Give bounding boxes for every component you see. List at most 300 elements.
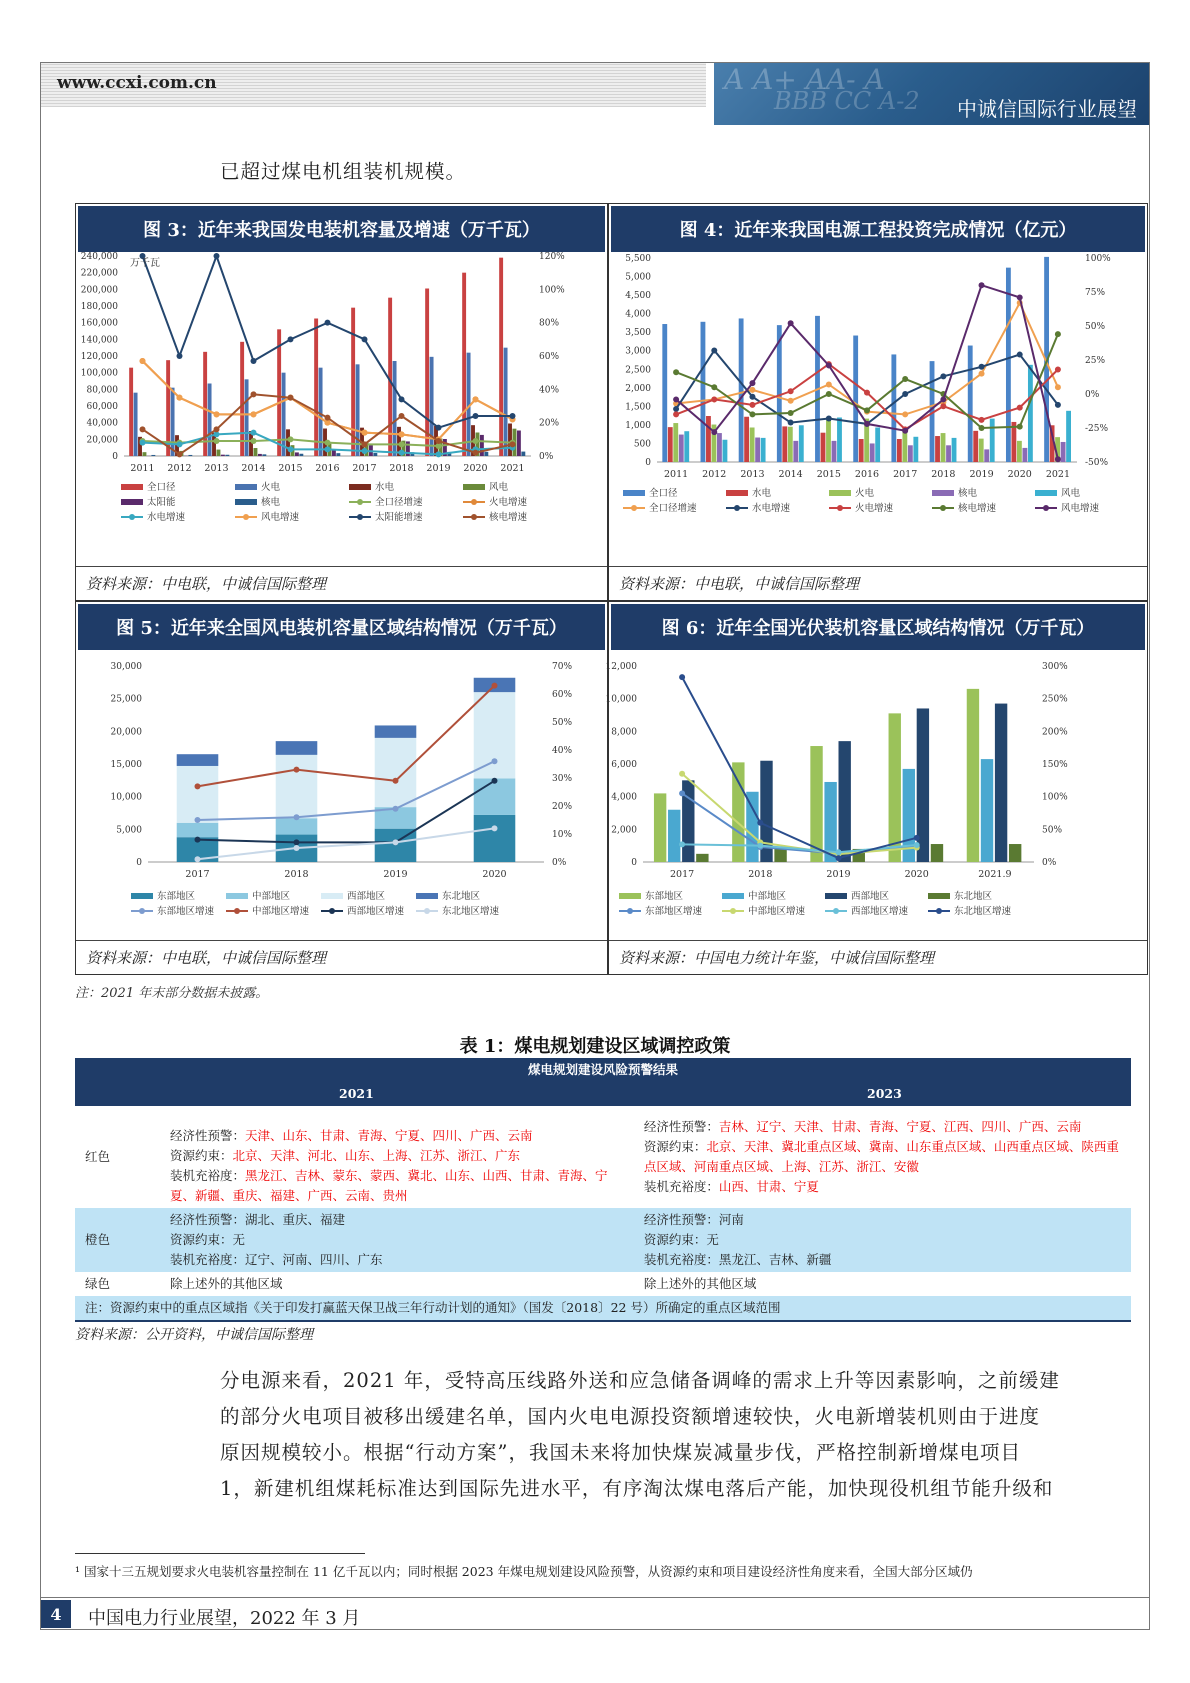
point-核电增速 <box>979 425 985 431</box>
x-tick-label: 2012 <box>702 469 727 480</box>
unit-label: 万千瓦 <box>130 258 160 269</box>
y-tick-label: 0 <box>631 858 637 868</box>
row-label: 绿色 <box>85 1276 111 1291</box>
legend-label: 核电 <box>261 497 281 508</box>
cell-value: 黑龙江、吉林、蒙东、蒙西、冀北、山东、山西、甘肃、青海、宁夏、新疆、重庆、福建、广西、云南、贵州 <box>170 1168 608 1203</box>
legend-label: 水电增速 <box>752 503 791 514</box>
legend-swatch <box>139 908 145 914</box>
point-水电增速 <box>399 450 405 456</box>
bar-风电 <box>1066 411 1071 462</box>
point-全口径增速 <box>979 371 985 377</box>
point-核电增速 <box>673 369 679 375</box>
policy-table <box>75 1058 1131 1322</box>
fig5-source: 资料来源：中电联，中诚信国际整理 <box>76 940 607 974</box>
legend-label: 火电 <box>855 488 875 499</box>
legend-label: 核电增速 <box>489 512 528 523</box>
bar-东北地区 <box>375 725 417 737</box>
bar-火电 <box>208 384 212 457</box>
y2-tick-label: 75% <box>1085 288 1106 298</box>
cell-2023-red <box>638 1106 1131 1208</box>
legend-label: 西部地区增速 <box>851 906 909 917</box>
bar-东北地区 <box>1009 844 1021 862</box>
y-tick-label: 4,000 <box>611 792 637 803</box>
x-tick-label: 2021.9 <box>978 869 1012 880</box>
bar-核电 <box>946 445 951 462</box>
y2-tick-label: 50% <box>1042 825 1063 836</box>
point-水电增速 <box>1055 402 1061 408</box>
point-东部地区增速 <box>294 814 300 820</box>
chart-note: 注：2021 年末部分数据未披露。 <box>75 986 269 1001</box>
fig6-box <box>605 601 1148 975</box>
bar-火电 <box>979 439 984 462</box>
y2-tick-label: 0% <box>552 858 567 868</box>
bar-东部地区 <box>810 746 822 862</box>
cell-value: 黑龙江、吉林、新疆 <box>718 1252 832 1267</box>
y-tick-label: 220,000 <box>80 268 118 279</box>
legend-label: 西部地区 <box>347 891 386 902</box>
y2-tick-label: 40% <box>539 385 560 396</box>
point-水电增速 <box>673 406 679 412</box>
bar-核电 <box>262 454 266 456</box>
fig6-title: 图 6：近年全国光伏装机容量区域结构情况（万千瓦） <box>609 602 1147 652</box>
bar-中部地区 <box>981 759 993 862</box>
bar-水电 <box>782 426 787 462</box>
bar-全口径 <box>662 324 667 462</box>
x-tick-label: 2019 <box>826 869 851 880</box>
point-全口径增速 <box>749 387 755 393</box>
point-火电增速 <box>979 417 985 423</box>
legend-swatch <box>825 893 847 899</box>
y-tick-label: 12,000 <box>605 662 637 672</box>
line-东北地区增速 <box>682 677 917 858</box>
y-tick-label: 40,000 <box>86 418 118 429</box>
point-西部地区增速 <box>195 837 201 843</box>
x-tick-label: 2020 <box>1007 469 1032 480</box>
row-label: 红色 <box>85 1149 111 1164</box>
bar-火电 <box>941 433 946 462</box>
legend-label: 中部地区 <box>252 891 291 902</box>
line-太阳能增速 <box>143 256 513 428</box>
point-太阳能增速 <box>362 336 368 342</box>
footer-text: 中国电力行业展望，2022 年 3 月 <box>88 1608 361 1629</box>
y2-tick-label: 20% <box>539 418 560 429</box>
point-全口径增速 <box>1055 384 1061 390</box>
bar-火电 <box>430 357 434 456</box>
y-tick-label: 3,000 <box>625 346 651 357</box>
x-tick-label: 2021 <box>1045 469 1071 480</box>
point-核电增速 <box>251 391 257 397</box>
point-风电增速 <box>788 320 794 326</box>
para-top: 已超过煤电机组装机规模。 <box>220 160 467 183</box>
bar-全口径 <box>499 258 503 456</box>
bar-全口径 <box>777 325 782 462</box>
legend-label: 水电 <box>375 482 395 493</box>
y-tick-label: 0 <box>112 452 118 462</box>
legend-swatch <box>357 514 363 520</box>
y2-tick-label: 20% <box>552 802 573 812</box>
point-太阳能增速 <box>399 396 405 402</box>
bar-水电 <box>744 417 749 462</box>
cell-key: 资源约束： <box>643 1139 707 1154</box>
cell-2021-red <box>150 1106 638 1208</box>
bar-风电 <box>143 452 147 456</box>
footer-rule <box>40 1597 1150 1598</box>
line-风电增速 <box>143 361 513 439</box>
bar-风电 <box>990 419 995 462</box>
legend-swatch <box>121 484 143 490</box>
fig4-source: 资料来源：中电联，中诚信国际整理 <box>609 566 1147 600</box>
cell-value: 北京、天津、河北、山东、上海、江苏、浙江、广东 <box>232 1148 521 1163</box>
legend-label: 东北地区 <box>954 891 993 902</box>
site-url[interactable]: www.ccxi.com.cn <box>57 73 217 93</box>
legend-label: 水电增速 <box>147 512 186 523</box>
point-风电增速 <box>711 429 717 435</box>
y-tick-label: 60,000 <box>86 402 118 412</box>
legend-label: 水电 <box>752 488 772 499</box>
cell-key: 装机充裕度： <box>170 1168 246 1183</box>
point-西部地区增速 <box>914 842 920 848</box>
y2-tick-label: 100% <box>1042 792 1068 803</box>
legend-swatch <box>730 908 736 914</box>
bar-火电 <box>134 393 138 456</box>
point-火电增速 <box>940 403 946 409</box>
point-东北地区增速 <box>757 820 763 826</box>
point-核电增速 <box>902 376 908 382</box>
legend-label: 太阳能 <box>147 497 176 508</box>
point-全口径增速 <box>826 381 832 387</box>
bar-风电 <box>761 438 766 462</box>
bar-东部地区 <box>732 762 744 862</box>
cell-2023-orange <box>638 1208 1131 1272</box>
point-东北地区增速 <box>914 835 920 841</box>
bar-火电 <box>245 379 249 456</box>
point-风电增速 <box>473 396 479 402</box>
bar-东部地区 <box>967 689 979 862</box>
header-band <box>41 63 706 107</box>
bar-风电 <box>952 438 957 462</box>
point-核电增速 <box>362 441 368 447</box>
point-太阳能增速 <box>251 358 257 364</box>
y-tick-label: 1,000 <box>625 420 651 431</box>
point-西部地区增速 <box>836 849 842 855</box>
legend-label: 风电 <box>489 482 509 493</box>
point-风电增速 <box>673 396 679 402</box>
point-核电增速 <box>510 441 516 447</box>
cell-value: 湖北、重庆、福建 <box>245 1212 346 1227</box>
x-tick-label: 2016 <box>854 469 880 480</box>
x-tick-label: 2017 <box>352 463 377 474</box>
y-tick-label: 20,000 <box>110 727 142 738</box>
cell-key: 经济性预警： <box>170 1212 246 1227</box>
legend-swatch <box>349 484 371 490</box>
line-火电增速 <box>143 361 513 439</box>
point-太阳能增速 <box>288 336 294 342</box>
point-核电增速 <box>749 411 755 417</box>
point-核电增速 <box>1055 331 1061 337</box>
bar-水电 <box>508 424 512 457</box>
y-tick-label: 240,000 <box>80 252 118 262</box>
bar-水电 <box>859 439 864 462</box>
point-火电增速 <box>864 390 870 396</box>
cell-value: 河南 <box>718 1212 744 1227</box>
y-tick-label: 500 <box>633 439 651 450</box>
point-水电增速 <box>711 347 717 353</box>
point-中部地区增速 <box>195 783 201 789</box>
y2-tick-label: 0% <box>539 452 554 462</box>
legend-swatch <box>129 514 135 520</box>
bar-西部地区 <box>995 704 1007 862</box>
y-tick-label: 2,000 <box>625 383 651 394</box>
y-tick-label: 200,000 <box>80 285 118 296</box>
table-row-green <box>75 1272 1131 1296</box>
bar-东北地区 <box>774 849 786 862</box>
legend-swatch <box>463 484 485 490</box>
point-全口径增速 <box>288 436 294 442</box>
bar-核电 <box>299 454 303 456</box>
fig3-source: 资料来源：中电联，中诚信国际整理 <box>76 566 607 600</box>
y-tick-label: 120,000 <box>80 352 118 362</box>
legend-swatch <box>631 505 637 511</box>
y-tick-label: 160,000 <box>80 318 118 329</box>
bar-全口径 <box>701 322 706 462</box>
bar-风电 <box>837 417 842 462</box>
point-风电增速 <box>749 380 755 386</box>
cell-value: 山西、甘肃、宁夏 <box>718 1179 819 1194</box>
legend-swatch <box>833 908 839 914</box>
x-tick-label: 2011 <box>130 463 155 474</box>
legend-swatch <box>471 499 477 505</box>
point-水电增速 <box>251 430 257 436</box>
legend-label: 核电增速 <box>958 503 997 514</box>
point-核电增速 <box>399 413 405 419</box>
x-tick-label: 2014 <box>778 469 803 480</box>
cell-2021-orange <box>150 1208 638 1272</box>
bar-风电 <box>684 431 689 462</box>
legend-label: 风电增速 <box>1061 503 1100 514</box>
bar-风电 <box>799 425 804 462</box>
point-东部地区增速 <box>393 806 399 812</box>
legend-label: 中部地区增速 <box>252 906 310 917</box>
bar-全口径 <box>129 368 133 456</box>
legend-swatch <box>940 505 946 511</box>
y2-tick-label: 100% <box>1085 254 1111 264</box>
bar-核电 <box>484 452 488 456</box>
fig5-title: 图 5：近年来全国风电装机容量区域结构情况（万千瓦） <box>76 602 607 652</box>
y2-tick-label: 100% <box>539 285 565 296</box>
legend-swatch <box>619 893 641 899</box>
cell-key: 装机充裕度： <box>170 1252 246 1267</box>
bar-太阳能 <box>295 452 299 456</box>
y-tick-label: 0 <box>645 458 651 468</box>
legend-swatch <box>829 490 851 496</box>
y-tick-label: 15,000 <box>110 760 142 770</box>
cell-value: 天津、山东、甘肃、青海、宁夏、四川、广西、云南 <box>245 1128 533 1143</box>
bar-风电 <box>913 437 918 462</box>
point-核电增速 <box>473 450 479 456</box>
table-title: 表 1：煤电规划建设区域调控政策 <box>459 1036 731 1057</box>
legend-label: 东北地区增速 <box>954 906 1012 917</box>
bar-全口径 <box>314 319 318 457</box>
bar-火电 <box>504 348 508 456</box>
point-核电增速 <box>325 415 331 421</box>
legend-label: 核电 <box>958 488 978 499</box>
legend-swatch <box>357 499 363 505</box>
y2-tick-label: -25% <box>1085 424 1109 434</box>
y2-tick-label: 150% <box>1042 760 1068 770</box>
legend-swatch <box>321 893 343 899</box>
fig3-chart <box>76 252 607 568</box>
line-东部地区增速 <box>198 761 495 820</box>
fig5-chart <box>76 654 607 942</box>
row-label: 橙色 <box>85 1232 111 1247</box>
x-tick-label: 2021 <box>500 463 525 474</box>
legend-swatch <box>235 484 257 490</box>
x-tick-label: 2012 <box>167 463 192 474</box>
line-中部地区增速 <box>198 686 495 787</box>
legend-label: 东北地区 <box>442 891 481 902</box>
point-核电增速 <box>288 395 294 401</box>
bar-东北地区 <box>276 741 318 755</box>
legend-swatch <box>329 908 335 914</box>
point-核电增速 <box>826 391 832 397</box>
point-中部地区增速 <box>294 767 300 773</box>
point-水电增速 <box>940 373 946 379</box>
cell-value: 北京、天津、冀北重点区域、冀南、山东重点区域、山西重点区域、陕西重点区域、河南重点区域、上海、江苏、浙江、安徽 <box>643 1139 1119 1174</box>
cell-key: 装机充裕度： <box>643 1179 719 1194</box>
point-东北地区增速 <box>294 845 300 851</box>
point-火电增速 <box>1055 367 1061 373</box>
point-太阳能增速 <box>510 413 516 419</box>
y2-tick-label: 60% <box>539 352 560 362</box>
banner-deco-text: A A+ AA- A <box>724 63 885 96</box>
legend-label: 风电增速 <box>261 512 300 523</box>
bar-水电 <box>1011 422 1016 462</box>
x-tick-label: 2019 <box>383 869 408 880</box>
point-全口径增速 <box>788 398 794 404</box>
bar-中部地区 <box>177 823 219 837</box>
bar-水电 <box>897 439 902 462</box>
x-tick-label: 2018 <box>389 463 414 474</box>
cell-key: 经济性预警： <box>643 1119 719 1134</box>
x-tick-label: 2013 <box>740 469 765 480</box>
fig3-box <box>75 203 608 601</box>
point-水电增速 <box>749 394 755 400</box>
bar-火电 <box>282 373 286 456</box>
brand-title: 中诚信国际行业展望 <box>957 97 1137 121</box>
bar-中部地区 <box>668 810 680 862</box>
legend-swatch <box>131 893 153 899</box>
bar-西部地区 <box>839 741 851 862</box>
legend-label: 全口径增速 <box>375 497 423 508</box>
fig3-title: 图 3：近年来我国发电装机容量及增速（万千瓦） <box>76 204 607 254</box>
point-风电增速 <box>1055 456 1061 462</box>
legend-label: 风电 <box>1061 488 1081 499</box>
bar-核电 <box>151 455 155 456</box>
legend-swatch <box>424 908 430 914</box>
y-tick-label: 2,000 <box>611 825 637 836</box>
point-东北地区增速 <box>393 839 399 845</box>
col-2021: 2021 <box>75 1082 638 1106</box>
legend-label: 西部地区 <box>851 891 890 902</box>
bar-东北地区 <box>696 854 708 862</box>
body-line-3: 原因规模较小。根据“行动方案”，我国未来将加快煤炭减量步伐，严格控制新增煤电项目 <box>220 1441 1021 1464</box>
x-tick-label: 2017 <box>670 869 695 880</box>
y-tick-label: 5,000 <box>116 825 142 836</box>
bar-太阳能 <box>221 455 225 456</box>
point-水电增速 <box>788 420 794 426</box>
legend-swatch <box>734 505 740 511</box>
point-核电增速 <box>177 451 183 457</box>
x-tick-label: 2017 <box>185 869 210 880</box>
legend-label: 全口径 <box>649 488 678 499</box>
point-中部地区增速 <box>393 778 399 784</box>
legend-swatch <box>471 514 477 520</box>
bar-核电 <box>521 452 525 456</box>
legend-swatch <box>1035 490 1057 496</box>
point-核电增速 <box>864 407 870 413</box>
point-全口径增速 <box>473 438 479 444</box>
fig4-title: 图 4：近年来我国电源工程投资完成情况（亿元） <box>609 204 1147 254</box>
legend-swatch <box>932 490 954 496</box>
point-风电增速 <box>979 282 985 288</box>
cell-2023-green: 除上述外的其他区域 <box>643 1276 757 1291</box>
point-水电增速 <box>826 415 832 421</box>
point-水电增速 <box>902 391 908 397</box>
y2-tick-label: 25% <box>1085 356 1106 366</box>
point-水电增速 <box>1017 352 1023 358</box>
point-风电增速 <box>177 395 183 401</box>
point-中部地区增速 <box>679 771 685 777</box>
point-东北地区增速 <box>492 825 498 831</box>
legend-label: 东部地区增速 <box>645 906 703 917</box>
bar-西部地区 <box>375 738 417 807</box>
x-tick-label: 2016 <box>315 463 340 474</box>
banner-deco-text-2: BBB CC A-2 <box>774 87 920 115</box>
bar-核电 <box>188 455 192 456</box>
bar-火电 <box>393 361 397 456</box>
point-太阳能增速 <box>436 425 442 431</box>
bar-核电 <box>373 453 377 456</box>
y-tick-label: 180,000 <box>80 302 118 312</box>
bar-中部地区 <box>276 818 318 834</box>
legend-label: 西部地区增速 <box>347 906 405 917</box>
point-全口径增速 <box>214 438 220 444</box>
bar-核电 <box>717 433 722 462</box>
col-2023: 2023 <box>638 1082 1131 1106</box>
point-水电增速 <box>436 451 442 457</box>
point-西部地区增速 <box>492 778 498 784</box>
legend-label: 东部地区 <box>645 891 684 902</box>
legend-swatch <box>235 499 257 505</box>
y2-tick-label: 70% <box>552 662 573 672</box>
body-line-1: 分电源来看，2021 年，受特高压线路外送和应急储备调峰的需求上升等因素影响，之前缓建 <box>220 1369 1060 1392</box>
y2-tick-label: 30% <box>552 774 573 784</box>
y-tick-label: 10,000 <box>110 792 142 803</box>
cell-2021-green: 除上述外的其他区域 <box>170 1276 283 1291</box>
y-tick-label: 100,000 <box>80 368 118 379</box>
point-东部地区增速 <box>492 758 498 764</box>
legend-swatch <box>1043 505 1049 511</box>
footnote-rule <box>75 1553 365 1554</box>
bar-火电 <box>826 419 831 462</box>
point-火电增速 <box>673 411 679 417</box>
y-tick-label: 30,000 <box>110 662 142 672</box>
bar-核电 <box>1061 442 1066 462</box>
bar-火电 <box>788 427 793 462</box>
y-tick-label: 140,000 <box>80 335 118 346</box>
legend-label: 火电 <box>261 482 281 493</box>
header-banner <box>714 63 1149 125</box>
